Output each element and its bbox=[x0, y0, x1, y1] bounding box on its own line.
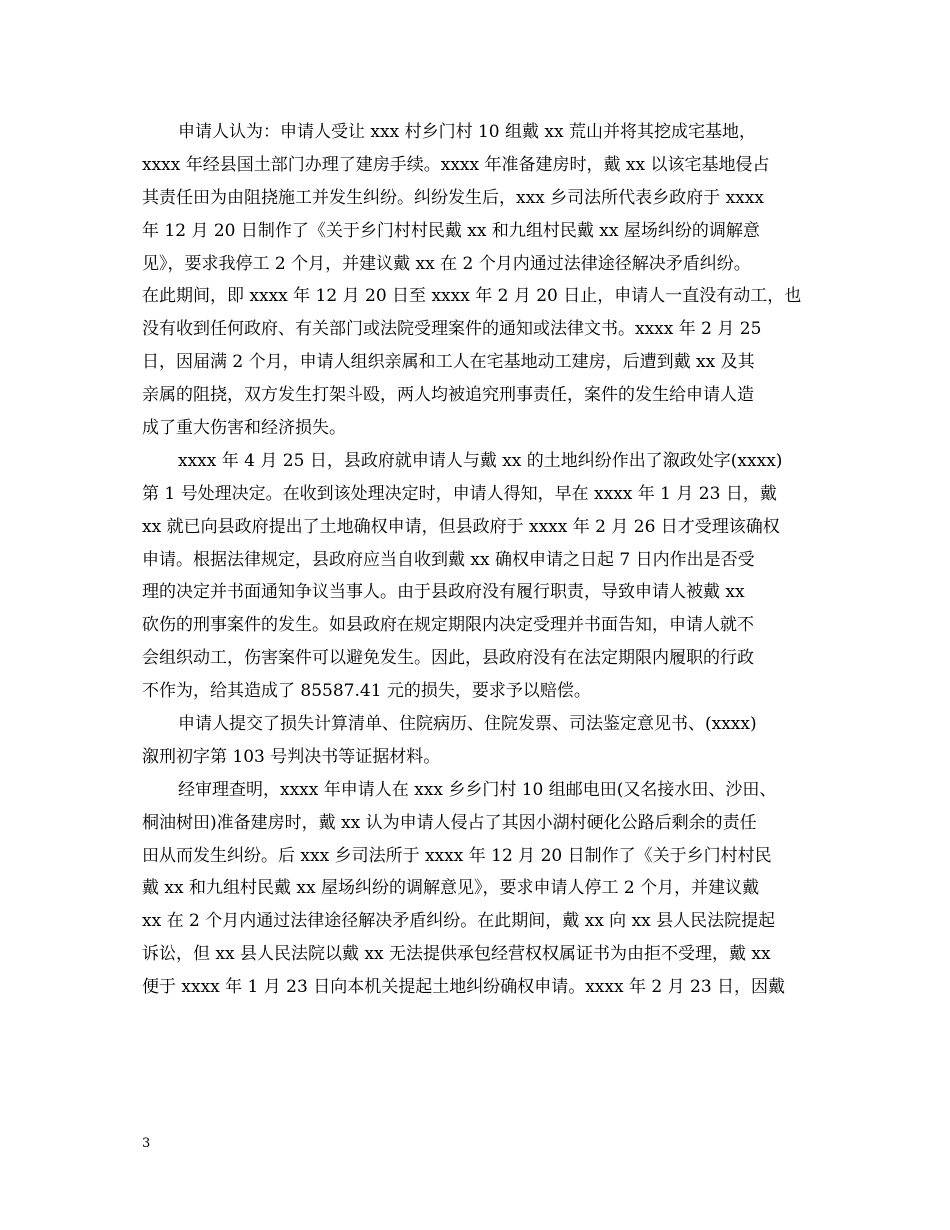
page-number: 3 bbox=[142, 1136, 151, 1151]
text-line: 其责任田为由阻挠施工并发生纠纷。纠纷发生后，xxx 乡司法所代表乡政府于 xxxx bbox=[142, 187, 764, 208]
text-line: 在此期间，即 xxxx 年 12 月 20 日至 xxxx 年 2 月 20 日止，申请人一直没有动工，也 bbox=[142, 286, 802, 307]
text-line: 便于 xxxx 年 1 月 23 日向本机关提起土地纠纷确权申请。xxxx 年 2 月 23 日，因戴 bbox=[142, 977, 786, 998]
text-line: 田从而发生纠纷。后 xxx 乡司法所于 xxxx 年 12 月 20 日制作了《关于乡门村村民 bbox=[142, 845, 772, 866]
text-line: 第 1 号处理决定。在收到该处理决定时，申请人得知，早在 xxxx 年 1 月 23 日，戴 bbox=[142, 483, 777, 504]
paragraph-county-decision bbox=[142, 445, 814, 708]
text-line: 桐油树田)准备建房时，戴 xx 认为申请人侵占了其因小湖村硬化公路后剩余的责任 bbox=[142, 812, 757, 833]
text-line: 日，因届满 2 个月，申请人组织亲属和工人在宅基地动工建房，后遭到戴 xx 及其 bbox=[142, 352, 755, 373]
text-line: 年 12 月 20 日制作了《关于乡门村村民戴 xx 和九组村民戴 xx 屋场纠纷的调解意 bbox=[142, 220, 760, 241]
text-line: 申请。根据法律规定，县政府应当自收到戴 xx 确权申请之日起 7 日内作出是否受 bbox=[142, 549, 755, 570]
text-line: 理的决定并书面通知争议当事人。由于县政府没有履行职责，导致申请人被戴 xx bbox=[142, 582, 745, 603]
paragraph-applicant-claim bbox=[142, 116, 814, 445]
text-line: 溆刑初字第 103 号判决书等证据材料。 bbox=[142, 746, 441, 767]
text-line: 见》，要求我停工 2 个月，并建议戴 xx 在 2 个月内通过法律途径解决矛盾纠纷。 bbox=[142, 253, 751, 274]
text-line: 没有收到任何政府、有关部门或法院受理案件的通知或法律文书。xxxx 年 2 月 25 bbox=[142, 319, 762, 340]
text-line: 申请人提交了损失计算清单、住院病历、住院发票、司法鉴定意见书、(xxxx) bbox=[178, 714, 757, 735]
text-line: xxxx 年 4 月 25 日，县政府就申请人与戴 xx 的土地纠纷作出了溆政处字(xxxx) bbox=[178, 450, 783, 471]
text-line: 经审理查明，xxxx 年申请人在 xxx 乡乡门村 10 组邮电田(又名接水田、沙田、 bbox=[178, 779, 777, 800]
paragraph-findings bbox=[142, 774, 814, 1004]
text-line: xx 就已向县政府提出了土地确权申请，但县政府于 xxxx 年 2 月 26 日才受理该确权 bbox=[142, 516, 780, 537]
text-line: xx 在 2 个月内通过法律途径解决矛盾纠纷。在此期间，戴 xx 向 xx 县人民法院提起 bbox=[142, 911, 776, 932]
document-body bbox=[142, 116, 814, 1004]
text-line: 砍伤的刑事案件的发生。如县政府在规定期限内决定受理并书面告知，申请人就不 bbox=[142, 615, 754, 636]
text-line: 成了重大伤害和经济损失。 bbox=[142, 418, 346, 439]
text-line: 亲属的阻挠，双方发生打架斗殴，两人均被追究刑事责任，案件的发生给申请人造 bbox=[142, 385, 754, 406]
text-line: 戴 xx 和九组村民戴 xx 屋场纠纷的调解意见》，要求申请人停工 2 个月，并建议戴 bbox=[142, 878, 760, 899]
text-line: 不作为，给其造成了 85587.41 元的损失，要求予以赔偿。 bbox=[142, 681, 591, 702]
text-line: 会组织动工，伤害案件可以避免发生。因此，县政府没有在法定期限内履职的行政 bbox=[142, 648, 754, 669]
text-line: xxxx 年经县国土部门办理了建房手续。xxxx 年准备建房时，戴 xx 以该宅基地侵占 bbox=[142, 154, 770, 175]
text-line: 诉讼，但 xx 县人民法院以戴 xx 无法提供承包经营权权属证书为由拒不受理，戴 xx bbox=[142, 944, 771, 965]
text-line: 申请人认为：申请人受让 xxx 村乡门村 10 组戴 xx 荒山并将其挖成宅基地， bbox=[178, 122, 756, 142]
paragraph-evidence bbox=[142, 708, 814, 774]
